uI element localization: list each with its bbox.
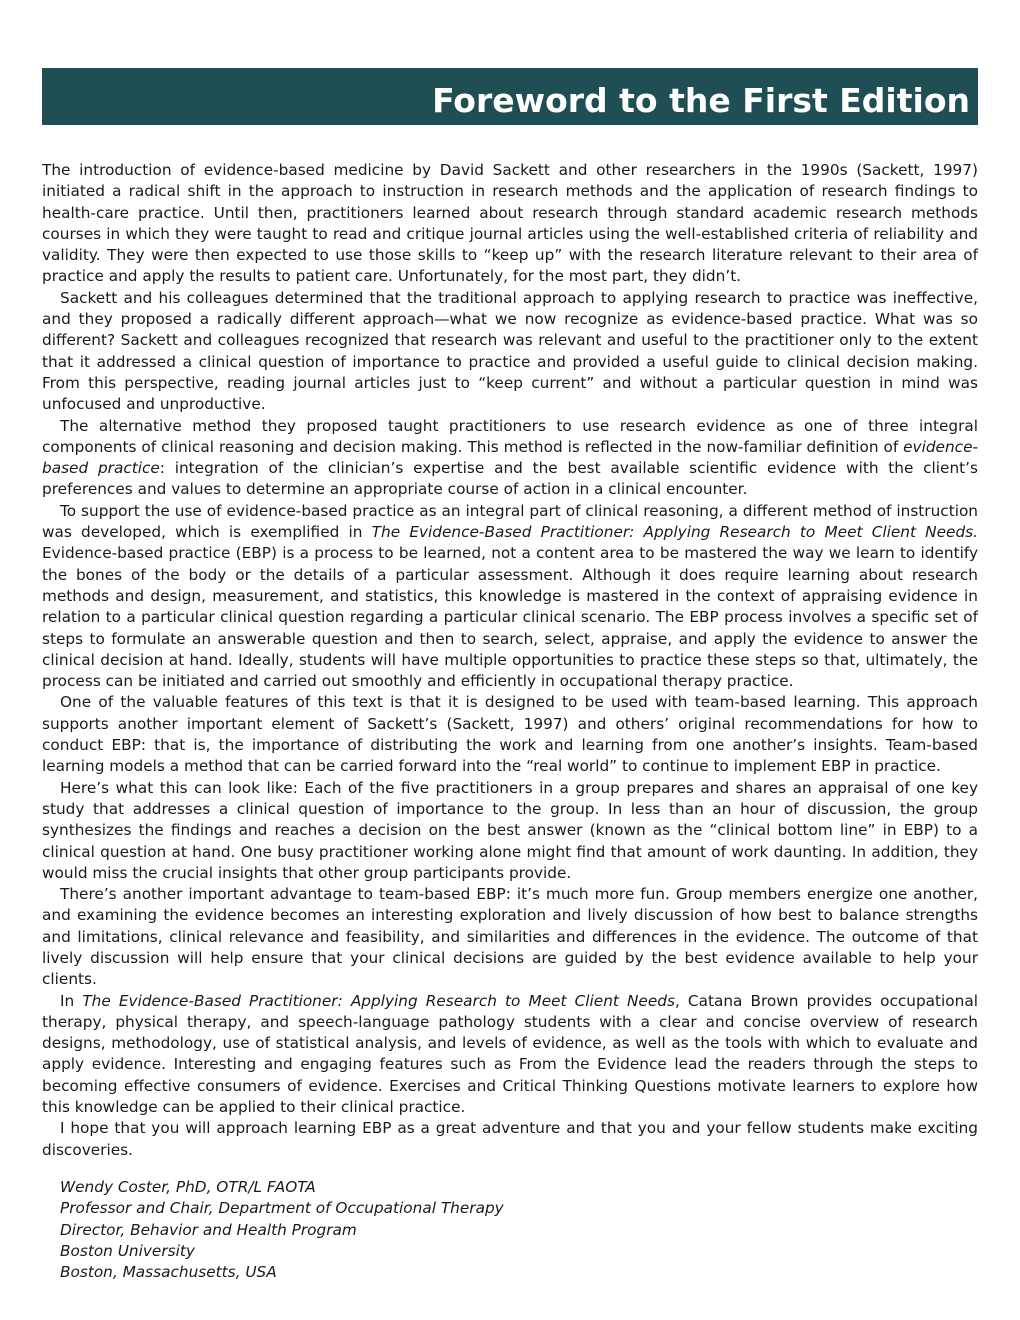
paragraph-8-text-a: In [60, 991, 83, 1010]
paragraph-5: One of the valuable features of this text is that it is designed to be used with team-based learning. This approach supports another important element of Sackett’s (Sackett, 1997) and others’ original recommendations for how to conduct EBP: that is, the importance of distributing the work and learning from one another’s insights. Team-based learning models a method that can be carried forward into the “real world” to continue to implement EBP in practice. [42, 693, 978, 776]
paragraph-1: The introduction of evidence-based medicine by David Sackett and other researchers in the 1990s (Sackett, 1997) initiated a radical shift in the approach to instruction in research methods and the application of research findings to health-care practice. Until then, practitioners learned about research through standard academic research methods courses in which they were taught to read and critique journal articles using the well-established criteria of reliability and validity. They were then expected to use those skills to “keep up” with the research literature relevant to their area of practice and apply the results to patient care. Unfortunately, for the most part, they didn’t. [42, 161, 978, 286]
paragraph-4-text-b: Evidence-based practice (EBP) is a process to be learned, not a content area to be mastered the way we learn to identify the bones of the body or the details of a particular assessment. Although it does require learning about research methods and design, measurement, and statistics, this knowledge is mastered in the context of appraising evidence in relation to a particular clinical question regarding a particular clinical scenario. The EBP process involves a specific set of steps to formulate an answerable question and then to search, select, appraise, and apply the evidence to answer the clinical decision at hand. Ideally, students will have multiple opportunities to practice these steps so that, ultimately, the process can be initiated and carried out smoothly and efficiently in occupational therapy practice. [42, 544, 978, 691]
signature-block [60, 1177, 504, 1283]
foreword-body [42, 160, 978, 1161]
paragraph-4 [42, 501, 978, 693]
paragraph-8 [42, 991, 978, 1119]
paragraph-9: I hope that you will approach learning EBP as a great adventure and that you and your fellow students make exciting discoveries. [42, 1119, 978, 1159]
signature-title: Professor and Chair, Department of Occupational Therapy [60, 1199, 504, 1218]
paragraph-3-text-a: The alternative method they proposed taught practitioners to use research evidence as one of three integral components of clinical reasoning and decision making. This method is reflected in the now-familiar definition of [42, 416, 978, 456]
signature-institution: Boston University [60, 1241, 195, 1260]
paragraph-3-emphasis: evidence-based practice [42, 437, 978, 478]
paragraph-2: Sackett and his colleagues determined that the traditional approach to applying research to practice was ineffective, and they proposed a radically different approach—what we now recognize as evidence-based practice. What was so different? Sackett and colleagues recognized that research was relevant and useful to the practitioner only to the extent that it addressed a clinical question of importance to practice and provided a useful guide to clinical decision making. From this perspective, reading journal articles just to “keep current” and without a particular question in mind was unfocused and unproductive. [42, 288, 978, 414]
signature-name: Wendy Coster, PhD, OTR/L FAOTA [60, 1178, 316, 1196]
paragraph-3-text-b: : integration of the clinician’s expertise and the best available scientific evidence with the client’s preferences and values to determine an appropriate course of action in a clinical encounter. [42, 459, 978, 499]
paragraph-7: There’s another important advantage to team-based EBP: it’s much more fun. Group members energize one another, and examining the evidence becomes an interesting exploration and lively discussion of how best to balance strengths and limitations, clinical relevance and feasibility, and similarities and differences in the evidence. The outcome of that lively discussion will help ensure that your clinical decisions are guided by the best evidence available to help your clients. [42, 885, 978, 989]
paragraph-8-book-title: The Evidence-Based Practitioner: Applying Research to Meet Client Needs [82, 991, 675, 1010]
paragraph-4-book-title: The Evidence-Based Practitioner: Applying Research to Meet Client Needs. [371, 523, 978, 542]
paragraph-4-text-a: To support the use of evidence-based practice as an integral part of clinical reasoning, a different method of instruction was developed, which is exemplified in [42, 501, 978, 542]
signature-location: Boston, Massachusetts, USA [60, 1263, 277, 1282]
header-banner [42, 68, 978, 125]
paragraph-8-text-b: , Catana Brown provides occupational therapy, physical therapy, and speech-language pathology students with a clear and concise overview of research designs, methodology, use of statistical analysis, and levels of evidence, as well as the tools with which to evaluate and apply evidence. Interesting and engaging features such as From the Evidence lead the readers through the steps to becoming effective consumers of evidence. Exercises and Critical Thinking Questions motivate learners to explore how this knowledge can be applied to their clinical practice. [42, 991, 978, 1117]
paragraph-6: Here’s what this can look like: Each of the five practitioners in a group prepares and shares an appraisal of one key study that addresses a clinical question of importance to the group. In less than an hour of discussion, the group synthesizes the findings and reaches a decision on the best answer (known as the “clinical bottom line” in EBP) to a clinical question at hand. One busy practitioner working alone might find that amount of work daunting. In addition, they would miss the crucial insights that other group participants provide. [42, 778, 978, 882]
signature-role: Director, Behavior and Health Program [60, 1220, 357, 1239]
paragraph-3 [42, 416, 978, 501]
page-title: Foreword to the First Edition [432, 81, 970, 120]
